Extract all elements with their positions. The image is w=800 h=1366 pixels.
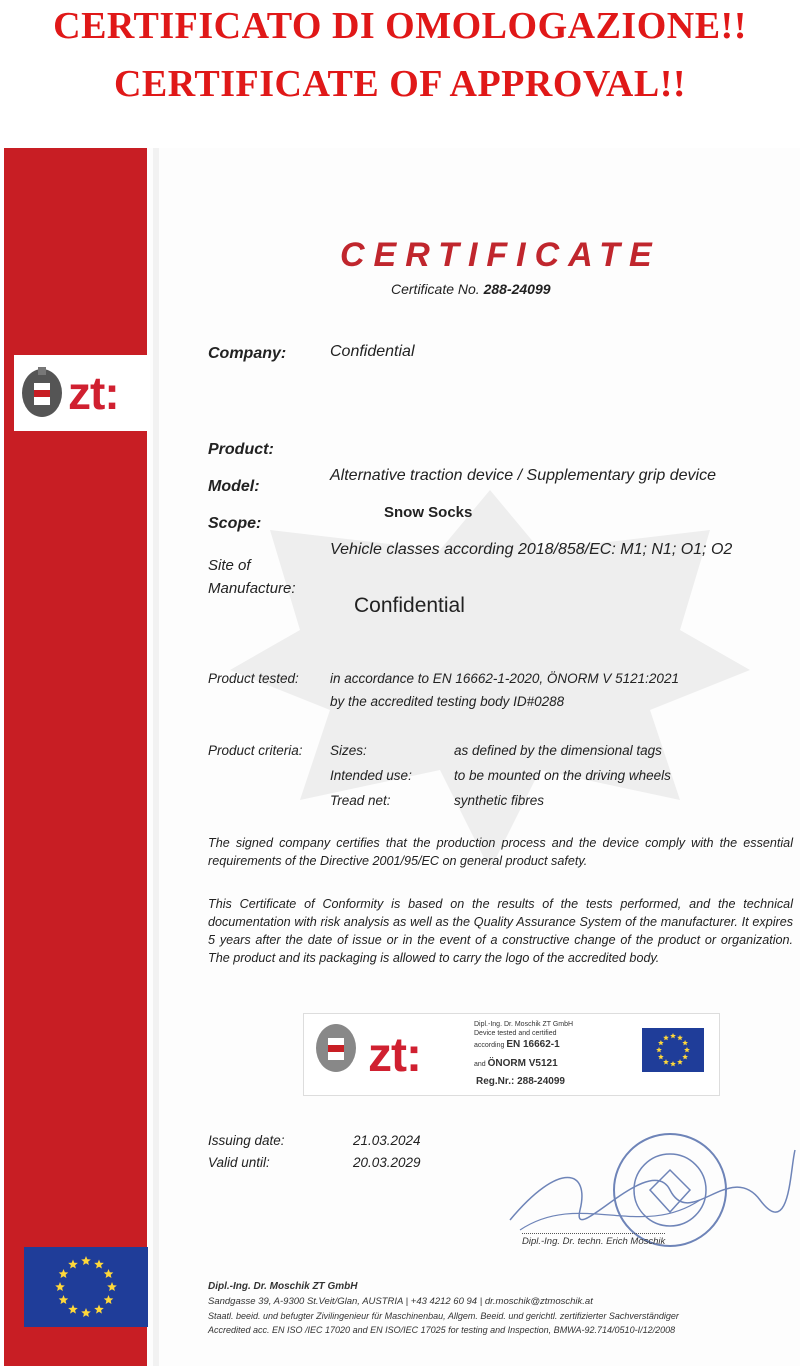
stamp-line3 [474,1039,560,1050]
stamp-line4-prefix: and [474,1061,486,1068]
eu-star-icon [682,1040,688,1045]
signature-icon [500,1130,800,1250]
footer-address: Sandgasse 39, A-9300 St.Veit/Glan, AUSTRIA | +43 4212 60 94 | dr.moschik@ztmoschik.at [208,1296,593,1307]
issuing-date-label: Issuing date: [208,1133,285,1148]
eu-star-icon [59,1269,68,1278]
criteria-label: Product criteria: [208,743,303,758]
eu-star-icon [107,1282,117,1291]
tested-line1: in accordance to EN 16662-1-2020, ÖNORM V 5121:2021 [330,671,679,686]
eu-flag-icon [24,1247,148,1327]
stamp-line1: Dipl.-Ing. Dr. Moschik ZT GmbH [474,1021,574,1028]
red-side-bar [4,148,147,1366]
stamp-zt-text: zt: [368,1029,421,1082]
signatory-name: Dipl.-Ing. Dr. techn. Erich Moschik [522,1233,665,1247]
valid-until-value: 20.03.2029 [353,1155,421,1170]
stamp-reg-number: Reg.Nr.: 288-24099 [476,1076,565,1087]
eu-star-icon [658,1054,664,1059]
stamp-line3-prefix: according [474,1042,505,1049]
eu-star-icon [104,1269,114,1278]
austrian-eagle-icon [20,365,64,421]
criteria-name: Tread net: [330,793,391,808]
eu-star-icon [677,1059,683,1065]
scope-label: Scope: [208,515,262,532]
model-label: Model: [208,478,260,495]
eu-star-icon [81,1256,91,1265]
criteria-name: Intended use: [330,768,412,783]
eu-star-icon [677,1035,683,1040]
product-label: Product: [208,441,274,458]
model-value: Alternative traction device / Supplementary grip device [330,467,716,484]
criteria-name: Sizes: [330,743,367,758]
austrian-eagle-icon [314,1020,358,1076]
certificate-number: 288-24099 [483,281,551,297]
criteria-value: synthetic fibres [454,793,545,808]
footer-qualification: Staatl. beeid. und befugter Zivilingenieur für Maschinenbau, Allgem. Beeid. und gerichtl. zertifizierter Sachverständiger [208,1311,679,1321]
stamp-line4 [474,1058,558,1069]
company-label: Company: [208,345,287,362]
certificate-title: CERTIFICATE [340,236,661,274]
certification-paragraph-1: The signed company certifies that the production process and the device comply with the essential requirements of the Directive 2001/95/EC on general product safety. [208,836,793,868]
company-value: Confidential [330,343,415,360]
certification-paragraph-2: This Certificate of Conformity is based on the results of the tests performed, and the technical documentation with risk analysis as well as the Quality Assurance System of the manufacturer. It expires 5 years after the date of issue or in the event of a constructive change of the product or organization. The product and its packaging is allowed to carry the logo of the accredited body. [208,897,793,965]
criteria-value: to be mounted on the driving wheels [454,768,671,783]
stamp-line3-standard: EN 16662-1 [506,1039,560,1050]
site-label-line1: Site of [208,557,251,574]
footer-accreditation: Accredited acc. EN ISO /IEC 17020 and EN ISO/IEC 17025 for testing and Inspection, BMWA-92.714/0510-I/12/2008 [208,1325,676,1335]
site-value: Confidential [354,594,465,617]
side-strip [153,148,159,1366]
eu-star-icon [670,1061,676,1066]
footer-company: Dipl.-Ing. Dr. Moschik ZT GmbH [208,1281,358,1292]
criteria-value: as defined by the dimensional tags [454,743,662,758]
banner-title-italian: CERTIFICATO DI OMOLOGAZIONE!! [53,5,747,47]
eu-star-icon [658,1040,664,1045]
vehicle-classes: Vehicle classes according 2018/858/EC: M1; N1; O1; O2 [330,541,733,558]
site-label-line2: Manufacture: [208,580,296,597]
zt-logo-text: zt: [68,367,119,419]
eu-star-icon [68,1305,78,1314]
eu-star-icon [104,1295,114,1304]
eu-star-icon [94,1305,104,1314]
tested-line2: by the accredited testing body ID#0288 [330,694,565,709]
certificate-number-line [391,281,551,297]
eu-star-icon [670,1033,676,1038]
stamp-line2: Device tested and certified [474,1030,557,1037]
eu-star-icon [656,1047,662,1052]
eu-star-icon [663,1035,669,1040]
certificate-number-label: Certificate No. [391,281,480,297]
eu-star-icon [684,1047,690,1052]
eu-star-icon [81,1308,91,1317]
banner-title-english: CERTIFICATE OF APPROVAL!! [113,63,687,105]
eu-star-icon [55,1282,65,1291]
eu-star-icon [68,1260,78,1269]
issuing-date-value: 21.03.2024 [353,1133,421,1148]
eu-star-icon [682,1054,688,1059]
eu-star-icon [94,1260,104,1269]
eu-star-icon [59,1295,68,1304]
scope-value: Snow Socks [384,504,473,521]
stamp-text-block [474,1020,573,1038]
approval-stamp [303,1013,720,1096]
valid-until-label: Valid until: [208,1155,270,1170]
tested-label: Product tested: [208,671,299,686]
eu-star-icon [663,1059,669,1065]
zt-logo [14,355,150,431]
stamp-line4-standard: ÖNORM V5121 [487,1058,558,1069]
stamp-eu-flag-icon [642,1028,704,1072]
